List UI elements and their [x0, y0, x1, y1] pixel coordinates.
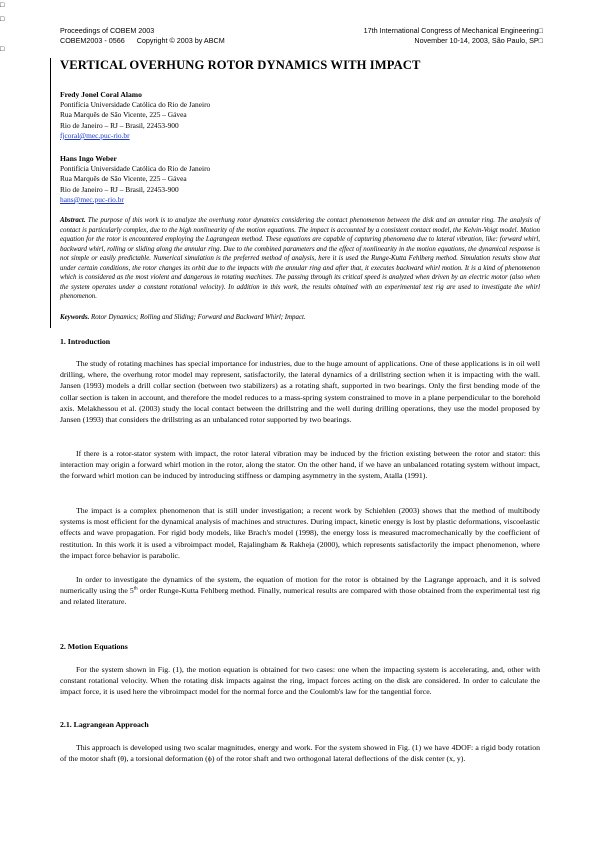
abstract-label: Abstract. [60, 217, 86, 224]
author-block [60, 90, 210, 141]
margin-change-bar [50, 58, 51, 328]
header-left [60, 26, 225, 46]
paragraph [60, 574, 540, 608]
paragraph: The impact is a complex phenomenon that is still under investigation; a recent work by Schiehlen (2003) shows that the method of multibody systems is most efficient for the dynamical analysis of machines and structures. During impact, kinetic energy is lost by plastic deformations, viscoelastic effects and wave propagation. For rigid body models, like Brach's model (1998), the energy loss is measured macromechanically by the coefficient of restitution. In this work it is used a vibroimpact model, Rajalingham & Rakheja (2000), which represents satisfactorily the impact phenomenon, where the impact force behavior is parabolic. [60, 506, 540, 560]
paragraph: This approach is developed using two scalar magnitudes, energy and work. For the system showed in Fig. (1) we have 4DOF: a rigid body rotation of the motor shaft (θ), a torsional deformation (ϕ) of the rotor shaft and two orthogonal lateral deflections of the disk center (x, y). [60, 743, 540, 764]
superscript: th [133, 586, 138, 592]
header-paper-id: COBEM2003 - 0566 Copyright © 2003 by ABCM [60, 36, 225, 45]
author-name: Hans Ingo Weber [60, 154, 117, 163]
abstract [60, 216, 540, 302]
author-affiliation: Pontifícia Universidade Católica do Rio de Janeiro [60, 164, 211, 174]
section-heading: 1. Introduction [60, 337, 111, 346]
author-email-link[interactable]: fjcoral@mec.puc-rio.br [60, 130, 130, 140]
corner-mark: □ [0, 16, 5, 23]
header-right [364, 26, 543, 46]
author-email-link[interactable]: hans@mec.puc-rio.br [60, 194, 124, 204]
author-address: Rua Marquês de São Vicente, 225 – Gávea [60, 174, 187, 184]
paragraph-text: order Runge-Kutta Fehlberg method. Finally, numerical results are compared with those obtained from the experimental test rig and related literature. [60, 586, 540, 607]
author-address: Rua Marquês de São Vicente, 225 – Gávea [60, 110, 187, 120]
paragraph: For the system shown in Fig. (1), the motion equation is obtained for two cases: one when the impacting system is accelerating, and, other with constant rotational velocity. When the rotating disk impacts against the ring, impact forces acting on the disk are considered. In order to calculate the impact force, it is used here the vibroimpact model for the normal force and the Coulomb's law for the tangential force. [60, 665, 540, 697]
author-city: Rio de Janeiro – RJ – Brasil, 22453-900 [60, 120, 179, 130]
header-conference: Proceedings of COBEM 2003 [60, 26, 155, 35]
header-congress: 17th International Congress of Mechanical Engineering□ [363, 26, 543, 35]
keywords [60, 314, 540, 321]
author-name: Fredy Jonel Coral Alamo [60, 90, 142, 99]
paper-title: VERTICAL OVERHUNG ROTOR DYNAMICS WITH IMPACT [60, 58, 421, 72]
corner-mark: □ [0, 46, 5, 53]
keywords-label: Keywords. [60, 314, 90, 321]
section-heading: 2. Motion Equations [60, 642, 128, 651]
abstract-text: The purpose of this work is to analyze the overhung rotor dynamics considering the contact phenomenon between the disk and an annular ring. The analysis of contact is particularly complex, due to the high nonlinearity of the motion equations. The impact is accounted by a consistent contact model, the Kelvin-Voigt model. Motion equation for the rotor is encountered employing the Lagrangean method. These equations are capable of capturing phenomena due to lateral vibration, like: forward whirl, backward whirl, rolling or sliding along the annular ring. Due to the combined parameters and the effect of nonlinearity in the motion equations, the dynamical response is not simple or easily predictable. Numerical simulation is the preferred method of analysis, here it is used the Runge-Kutta Fehlberg method. Simulation results show that under certain conditions, the rotor changes its orbit due to the impacts with the annular ring and after that, it executes backward whirl motion. It is a kind of phenomenon which is considered as the most violent and dangerous in rotating machines. The passing through its critical speed is analyzed when driven by an electric motor (also when the system operates under a constant rotational velocity). In addition in this work, the results obtained with an experimental test rig are used to investigate the whirl phenomenon. [60, 217, 540, 301]
paragraph-text: In order to investigate the dynamics of the system, the equation of motion for the rotor is obtained by the Lagrange approach, and it is solved numerically using the 5 [60, 575, 540, 596]
header-date-location: November 10-14, 2003, São Paulo, SP□ [414, 36, 543, 45]
subsection-heading: 2.1. Lagrangean Approach [60, 720, 149, 729]
author-city: Rio de Janeiro – RJ – Brasil, 22453-900 [60, 184, 179, 194]
author-block [60, 154, 210, 205]
paragraph: If there is a rotor-stator system with impact, the rotor lateral vibration may be induced by the friction existing between the rotor and stator: this interaction may origin a forward whirl motion in the rotor, along the stator. On the other hand, if we have an unbalanced rotating system without impact, the forward whirl motion can be induced by introducing stiffness or damping asymmetry in the system, Atalla (1991). [60, 449, 540, 481]
paragraph: The study of rotating machines has special importance for industries, due to the huge amount of applications. One of these applications is in oil well drilling, where, the overhung rotor model may represent, satisfactorily, the lateral dynamics of a drillstring section when it is impacting with the wall. Jansen (1993) models a drill collar section (between two stabilizers) as a rotating shaft, supported in two bearings. Only the first bending mode of the collar section is taken in account, and therefore the model reduces to a mass-spring system constrained to move in a plane perpendicular to the borehold axis. Melakhessou et al. (2003) study the local contact between the drillstring and the well during drilling operations, they use the model proposed by Jansen (1993) that considers the drillstring as an unbalanced rotor supported by two bearings. [60, 359, 540, 425]
author-affiliation: Pontifícia Universidade Católica do Rio de Janeiro [60, 100, 211, 110]
corner-mark: □ [0, 2, 5, 9]
keywords-text: Rotor Dynamics; Rolling and Sliding; Forward and Backward Whirl; Impact. [91, 314, 306, 321]
